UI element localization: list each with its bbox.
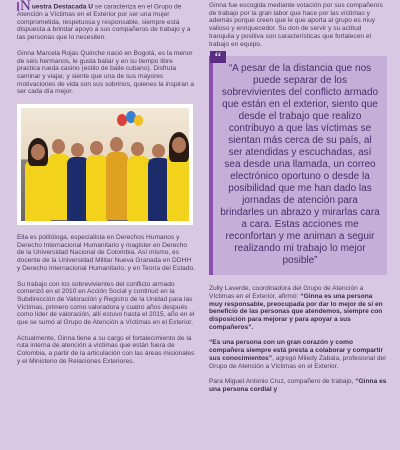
quote-mark-icon: “ [210,51,226,63]
bio-paragraph: Ginna Marcela Rojas Quinche nació en Bogotá, es la menor de seis hermanos, le gusta bailar y en su tiempo libre practica rueda casino (estilo de baile cubano). Disfruta caminar y viajar, y siente que una de sus mayores motivaciones de vida son sus sobrinos, quienes la inspiran a ser cada día mejor. [17,49,195,96]
face-shape [52,139,65,154]
coordinator-quote: “Ginna es una persona muy responsable, preocupada por dar lo mejor de sí en beneficio de las personas que atendemos, siempre con disposición para mejorar y para apoyar a sus compañeros”. [209,292,383,331]
person-figure [106,152,128,220]
face-shape [131,142,144,156]
left-column [17,0,195,374]
balloon-decoration [134,115,143,126]
quote-text: “A pesar de la distancia que nos puede separar de los sobrevivientes del conflicto armado que están en el exterior, siento que desde el trabajo que realizo contribuyo a que las víctimas se sientan más cerca de su país, al ser atendidas y escuchadas, así sea desde una llamada, un correo electrónico oportuno o desde la posibilidad que me han dado las jornadas de atención para brindarles un abrazo y mirarlas cara a cara. Estas acciones me reconfortan y me animan a seguir realizando mi trabajo lo mejor posible” [220,63,380,267]
coworker-paragraph [209,378,387,393]
face-shape [31,144,45,160]
drop-cap: N [17,2,31,11]
intro-paragraph [17,2,195,42]
coworker-quote: “Ginna es una persona cordial y [209,378,387,393]
face-shape [152,144,165,158]
team-photo [17,104,193,225]
coordinator-paragraph [209,285,387,331]
intro-highlight: uestra Destacada U [31,3,94,11]
colleague-attribution: , agregó Miledy Zabala, profesional del Grupo de Atención a Víctimas en el Exterior. [209,354,386,370]
coordinator-intro: Zully Laverde, coordinadora del Grupo de Atención a Víctimas en el Exterior, afirmó: [209,285,364,300]
person-figure [167,153,191,221]
pull-quote [209,50,387,275]
education-paragraph: Ella es politóloga, especialista en Derechos Humanos y Derecho Internacional Humanitario y magister en Derecho de la Universidad Nacional de Colombia. Así mismo, es docente de la Universidad Militar Nueva Granada en DDHH y Derecho Internacional Humanitario, y en Teoría del Estado. [17,234,196,272]
face-shape [90,141,103,155]
person-figure [127,156,149,221]
career-paragraph: Su trabajo con los sobrevivientes del conflicto armado comenzó en el 2010 en Acción Social y continuó en la Subdirección de Valoración y Registro de la Unidad para las Víctimas, primero como valoradora y cuatro años después como líder de valoración, allí estuvo hasta el 2015, año en el que se sumó al Grupo de Atención a Víctimas en el Exterior. [17,280,195,327]
face-shape [110,137,123,152]
face-shape [71,143,84,157]
current-role-paragraph: Actualmente, Ginna tiene a su cargo el fortalecimiento de la ruta interna de atención a víctimas que están fuera de Colombia, a partir de la articulación con las áreas misionales y el Ministerio de Relaciones Exteriores. [17,334,195,365]
face-shape [172,137,186,153]
coworker-intro: Para Miguel Antonio Cruz, compañero de trabajo, [209,378,354,386]
colleague-quote: “Es una persona con un gran corazón y como compañera siempre está presta a colaborar y compartir sus conocimientos” [209,339,384,362]
colleague-paragraph [209,339,387,370]
vote-paragraph: Ginna fue escogida mediante votación por sus compañeros de trabajo por la gran labor que hace por las víctimas y además porque creen que le que aporta al grupo es muy valioso y enriquecedor. Su don de servir y su actitud tranquila y positiva son características que fortalecen el trabajo en equipo. [209,2,383,48]
right-column [209,0,387,402]
intro-text: se caracteriza en el Grupo de Atención a Víctimas en el Exterior por ser una mujer comprometida, respetuosa y responsable, siempre está dispuesta a brindar apoyo a sus compañeros de trabajo y a las personas que lo necesiten. [17,3,191,42]
person-figure [86,155,108,221]
